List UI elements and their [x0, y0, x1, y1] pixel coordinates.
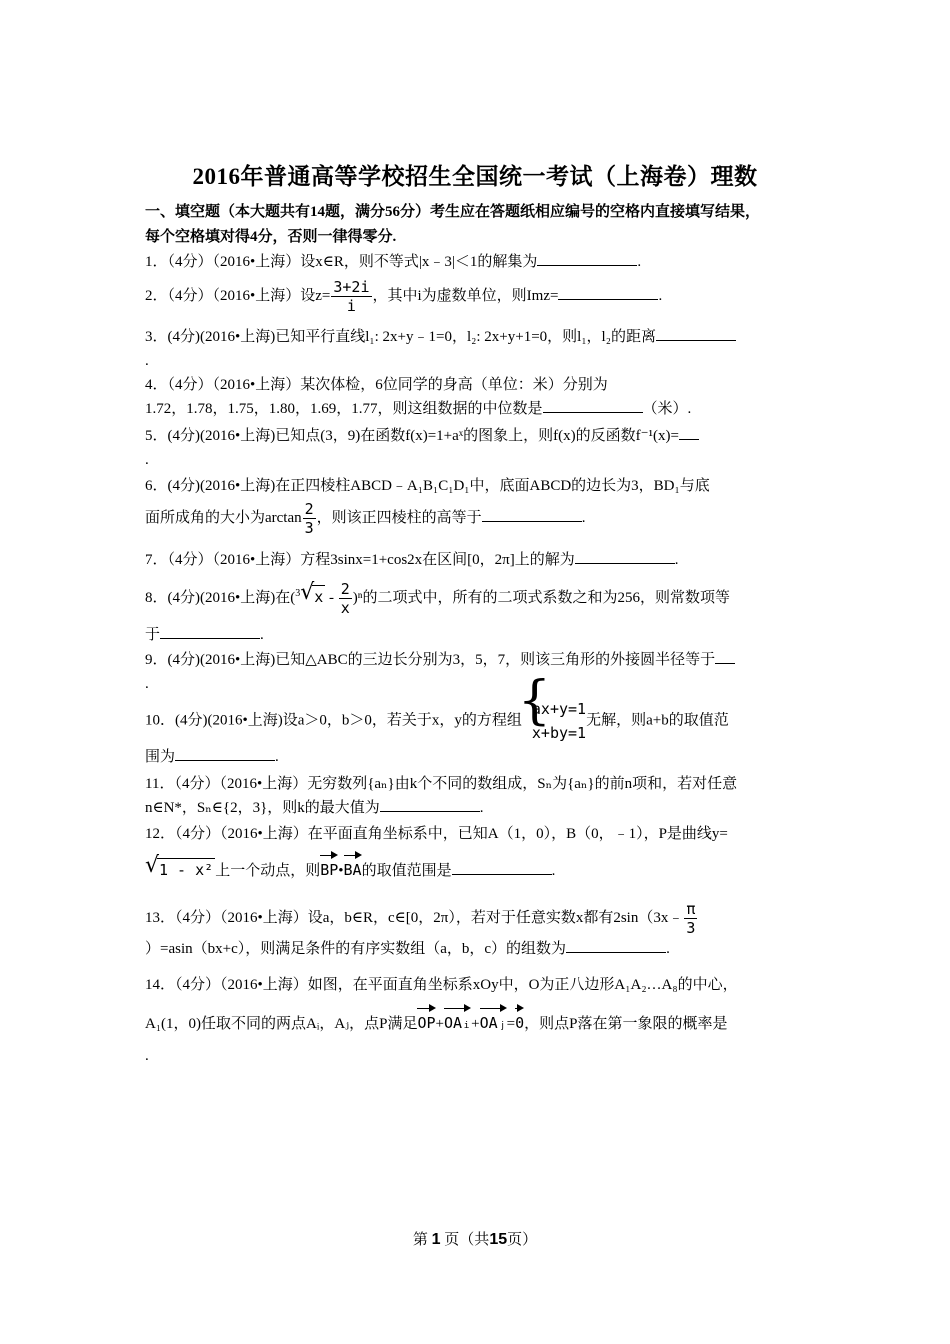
fraction	[684, 900, 697, 937]
answer-blank	[175, 746, 275, 761]
question-8-line2: 于	[145, 627, 161, 643]
question-8: 8．(4分)(2016•上海)在($^3$ √ x - $\frac{2}{x}$ )ⁿ的二项式中，所有的二项式系数之和为256，则常数项等 于 .	[145, 579, 731, 643]
unit: （米）.	[642, 401, 692, 417]
period: .	[145, 452, 149, 468]
question-12-text: 上一个动点，则	[215, 863, 321, 879]
period: .	[674, 552, 679, 568]
vector-bp: BP	[320, 854, 338, 882]
radical	[145, 853, 215, 882]
question-4-line1: 4．（4分）（2016•上海）某次体检，6位同学的身高（单位：米）分别为	[145, 377, 608, 393]
question-2-text: 2．（4分）（2016•上海）设z=	[145, 287, 331, 304]
dot-operator: •	[338, 863, 344, 879]
question-10	[145, 697, 815, 769]
question-13	[145, 900, 815, 961]
answer-blank	[715, 649, 735, 664]
question-6-text: ，则该正四棱柱的高等于	[316, 509, 482, 526]
fraction	[303, 500, 316, 537]
footer-text: 页）	[507, 1232, 538, 1248]
question-4-line2: 1.72，1.78，1.75，1.80，1.69，1.77，则这组数据的中位数是	[145, 401, 543, 417]
numerator: 3+2i	[333, 278, 370, 296]
radicand: x	[312, 585, 325, 606]
question-3	[145, 325, 815, 373]
answer-blank	[452, 860, 552, 875]
answer-blank	[160, 624, 260, 639]
question-6	[145, 474, 815, 537]
question-13-text: 13．（4分）（2016•上海）设a，b∈R，c∈[0，2π），若对于任意实数x都有2sin（3x﹣	[145, 909, 684, 926]
period: .	[260, 627, 264, 643]
period: .	[581, 509, 586, 526]
question-2	[145, 278, 815, 315]
vector-op: OP	[417, 1007, 435, 1035]
question-1-text: 1．（4分）（2016•上海）设x∈R，则不等式|x﹣3|＜1的解集为	[145, 254, 538, 270]
answer-blank	[380, 797, 480, 812]
question-10-text-2: 无解，则a+b的取值范	[586, 712, 729, 729]
footer-text: 页（共	[444, 1232, 490, 1248]
question-2-text-2: ，其中i为虚数单位，则Imz=	[372, 287, 559, 304]
root-index: 3	[295, 587, 301, 599]
answer-blank	[543, 398, 643, 413]
equation-1: { ax+y=1	[531, 700, 587, 718]
question-6-line1: 6．(4分)(2016•上海)在正四棱柱ABCD﹣A₁B₁C₁D₁中，底面ABCD的边长为3，BD₁与底	[145, 478, 710, 494]
exam-title: 2016年普通高等学校招生全国统一考试（上海卷）理数	[192, 164, 758, 189]
question-14-text: ，则点P落在第一象限的概率是	[524, 1016, 728, 1032]
numerator: 2	[340, 580, 350, 598]
numerator: π	[686, 900, 696, 918]
period: .	[666, 941, 670, 957]
radicand: 1 - x²	[157, 858, 215, 879]
period: .	[145, 1048, 149, 1064]
answer-blank	[679, 425, 699, 440]
question-10-text: 10．(4分)(2016•上海)设a＞0，b＞0，若关于x，y的方程组	[145, 712, 522, 729]
question-8-text-2: )ⁿ的二项式中，所有的二项式系数之和为256，则常数项等	[352, 589, 731, 606]
question-14-line2: A₁(1，0)任取不同的两点Aᵢ，Aⱼ，点P满足	[145, 1016, 418, 1032]
question-8-text: 8．(4分)(2016•上海)在(	[145, 589, 296, 606]
period: .	[145, 353, 149, 369]
fraction	[331, 278, 371, 315]
answer-blank	[656, 326, 736, 341]
section-header-line1: 一、填空题（本大题共有14题，满分56分）考生应在答题纸相应编号的空格内直接填写结果，	[145, 204, 761, 220]
question-13-line2: ）=asin（bx+c），则满足条件的有序实数组（a，b，c）的组数为	[145, 941, 567, 957]
footer-text: 第	[412, 1232, 428, 1248]
vector-oaj: OAⱼ	[480, 1007, 507, 1035]
period: .	[145, 676, 149, 692]
radical-sign-icon: √	[300, 579, 315, 605]
equation-2: x+by=1	[531, 724, 587, 742]
page-footer	[0, 1228, 950, 1249]
question-14: 14．（4分）（2016•上海）如图，在平面直角坐标系xOy中，O为正八边形A₁A₂…A₈的中心， A₁(1，0)任取不同的两点Aᵢ，Aⱼ，点P满足OP+OAᵢ+OAⱼ=0，则点P落在第一象限的概率是 .	[145, 973, 815, 1068]
period: .	[551, 863, 556, 879]
answer-blank	[482, 507, 582, 522]
question-14-line1: 14．（4分）（2016•上海）如图，在平面直角坐标系xOy中，O为正八边形A₁A₂…A₈的中心，	[145, 977, 738, 993]
zero-vector: 0	[515, 1007, 524, 1035]
denominator: 3	[686, 919, 696, 937]
question-10-line2: 围为	[145, 749, 176, 765]
denominator: x	[340, 599, 350, 617]
denominator: 3	[304, 519, 314, 537]
question-9	[145, 648, 815, 696]
question-5-text: 5．(4分)(2016•上海)已知点(3，9)在函数f(x)=1+aˣ的图象上，则f(x)的反函数f⁻¹(x)=	[145, 428, 679, 444]
question-11-line2: n∈N*，Sₙ∈{2，3}，则k的最大值为	[145, 800, 380, 816]
fraction	[339, 580, 352, 617]
question-7-text: 7．（4分）（2016•上海）方程3sinx=1+cos2x在区间[0，2π]上的解为	[145, 552, 575, 568]
answer-blank	[566, 938, 666, 953]
period: .	[275, 749, 279, 765]
question-11	[145, 772, 815, 820]
section-header	[145, 200, 815, 250]
section-header-line2: 每个空格填对得4分，否则一律得零分.	[145, 229, 397, 245]
answer-blank	[558, 285, 658, 300]
question-7	[145, 548, 815, 572]
question-12-line1: 12．（4分）（2016•上海）在平面直角坐标系中，已知A（1，0），B（0，﹣1），P是曲线y=	[145, 826, 728, 842]
question-12-text-2: 的取值范围是	[361, 863, 452, 879]
question-6-line2: 面所成角的大小为arctan	[145, 509, 302, 526]
question-11-line1: 11．（4分）（2016•上海）无穷数列{aₙ}由k个不同的数组成，Sₙ为{aₙ}的前n项和，若对任意	[145, 776, 738, 792]
period: .	[658, 287, 663, 304]
vector-oai: OAᵢ	[444, 1007, 471, 1035]
question-5	[145, 424, 815, 472]
period: .	[637, 254, 642, 270]
denominator: i	[346, 297, 356, 315]
question-9-text: 9．(4分)(2016•上海)已知△ABC的三边长分别为3，5，7，则该三角形的外接圆半径等于	[145, 652, 716, 668]
page-number: 1	[431, 1231, 441, 1248]
radical-sign-icon: √	[145, 853, 160, 878]
vector-ba: BA	[344, 854, 362, 882]
question-3-text: 3．(4分)(2016•上海)已知平行直线l₁: 2x+y﹣1=0，l₂: 2x+y+1=0，则l₁，l₂的距离	[145, 329, 656, 345]
answer-blank	[537, 251, 637, 266]
question-12	[145, 822, 815, 883]
equation-system	[522, 697, 586, 745]
question-1	[145, 250, 815, 274]
question-4	[145, 373, 815, 421]
radical	[300, 579, 325, 609]
period: .	[479, 800, 484, 816]
answer-blank	[575, 549, 675, 564]
numerator: 2	[304, 500, 314, 518]
total-pages: 15	[489, 1231, 508, 1248]
